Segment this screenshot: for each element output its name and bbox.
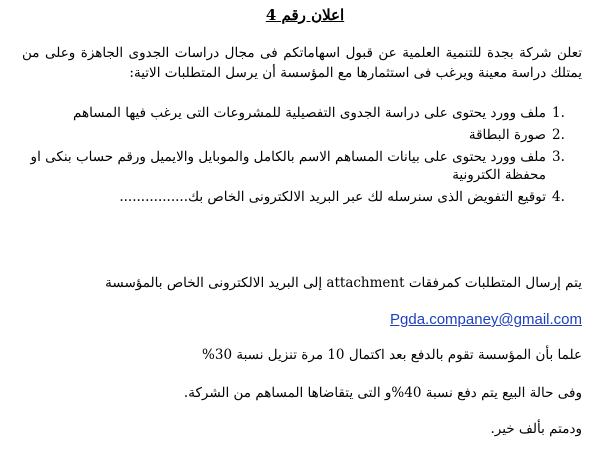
announcement-title: اعلان رقم 4 xyxy=(265,6,345,24)
email-link[interactable]: Pgda.companey@gmail.com xyxy=(390,311,582,328)
list-item-text: ملف وورد يحتوى على بيانات المساهم الاسم بالكامل والموبايل والايميل ورقم حساب بنكى او محفظة الكترونية xyxy=(30,149,546,183)
list-item-text: توقيع التفويض الذى سنرسله لك عبر البريد الالكترونى الخاص بك................ xyxy=(119,189,546,205)
list-item-text: ملف وورد يحتوى على دراسة الجدوى التفصيلية للمشروعات التى يرغب فيها المساهم xyxy=(72,105,546,121)
list-item-number: 3. xyxy=(552,149,565,165)
send-instruction: يتم إرسال المتطلبات كمرفقات attachment إلى البريد الالكترونى الخاص بالمؤسسة xyxy=(105,275,582,291)
list-item xyxy=(22,188,582,206)
discount-note: علما بأن المؤسسة تقوم بالدفع بعد اكتمال 10 مرة تنزيل نسبة 30% xyxy=(202,347,582,363)
sale-note: وفى حالة البيع يتم دفع نسبة 40%و التى يتقاضاها المساهم من الشركة. xyxy=(183,385,582,401)
requirements-list xyxy=(22,104,582,210)
list-item-number: 1. xyxy=(552,105,565,121)
list-item-number: 4. xyxy=(552,189,565,205)
list-item xyxy=(22,126,582,144)
list-item-text: صورة البطاقة xyxy=(468,127,546,143)
closing-line: ودمتم بألف خير. xyxy=(490,421,582,437)
intro-paragraph: تعلن شركة بجدة للتنمية العلمية عن قبول اسهاماتكم فى مجال دراسات الجدوى الجاهزة وعلى من يمتلك دراسة معينة ويرغب فى استثمارها مع المؤسسة أن يرسل المتطلبات الاتية: xyxy=(22,45,582,81)
list-item xyxy=(22,104,582,122)
list-item-number: 2. xyxy=(552,127,565,143)
list-item xyxy=(22,148,582,184)
